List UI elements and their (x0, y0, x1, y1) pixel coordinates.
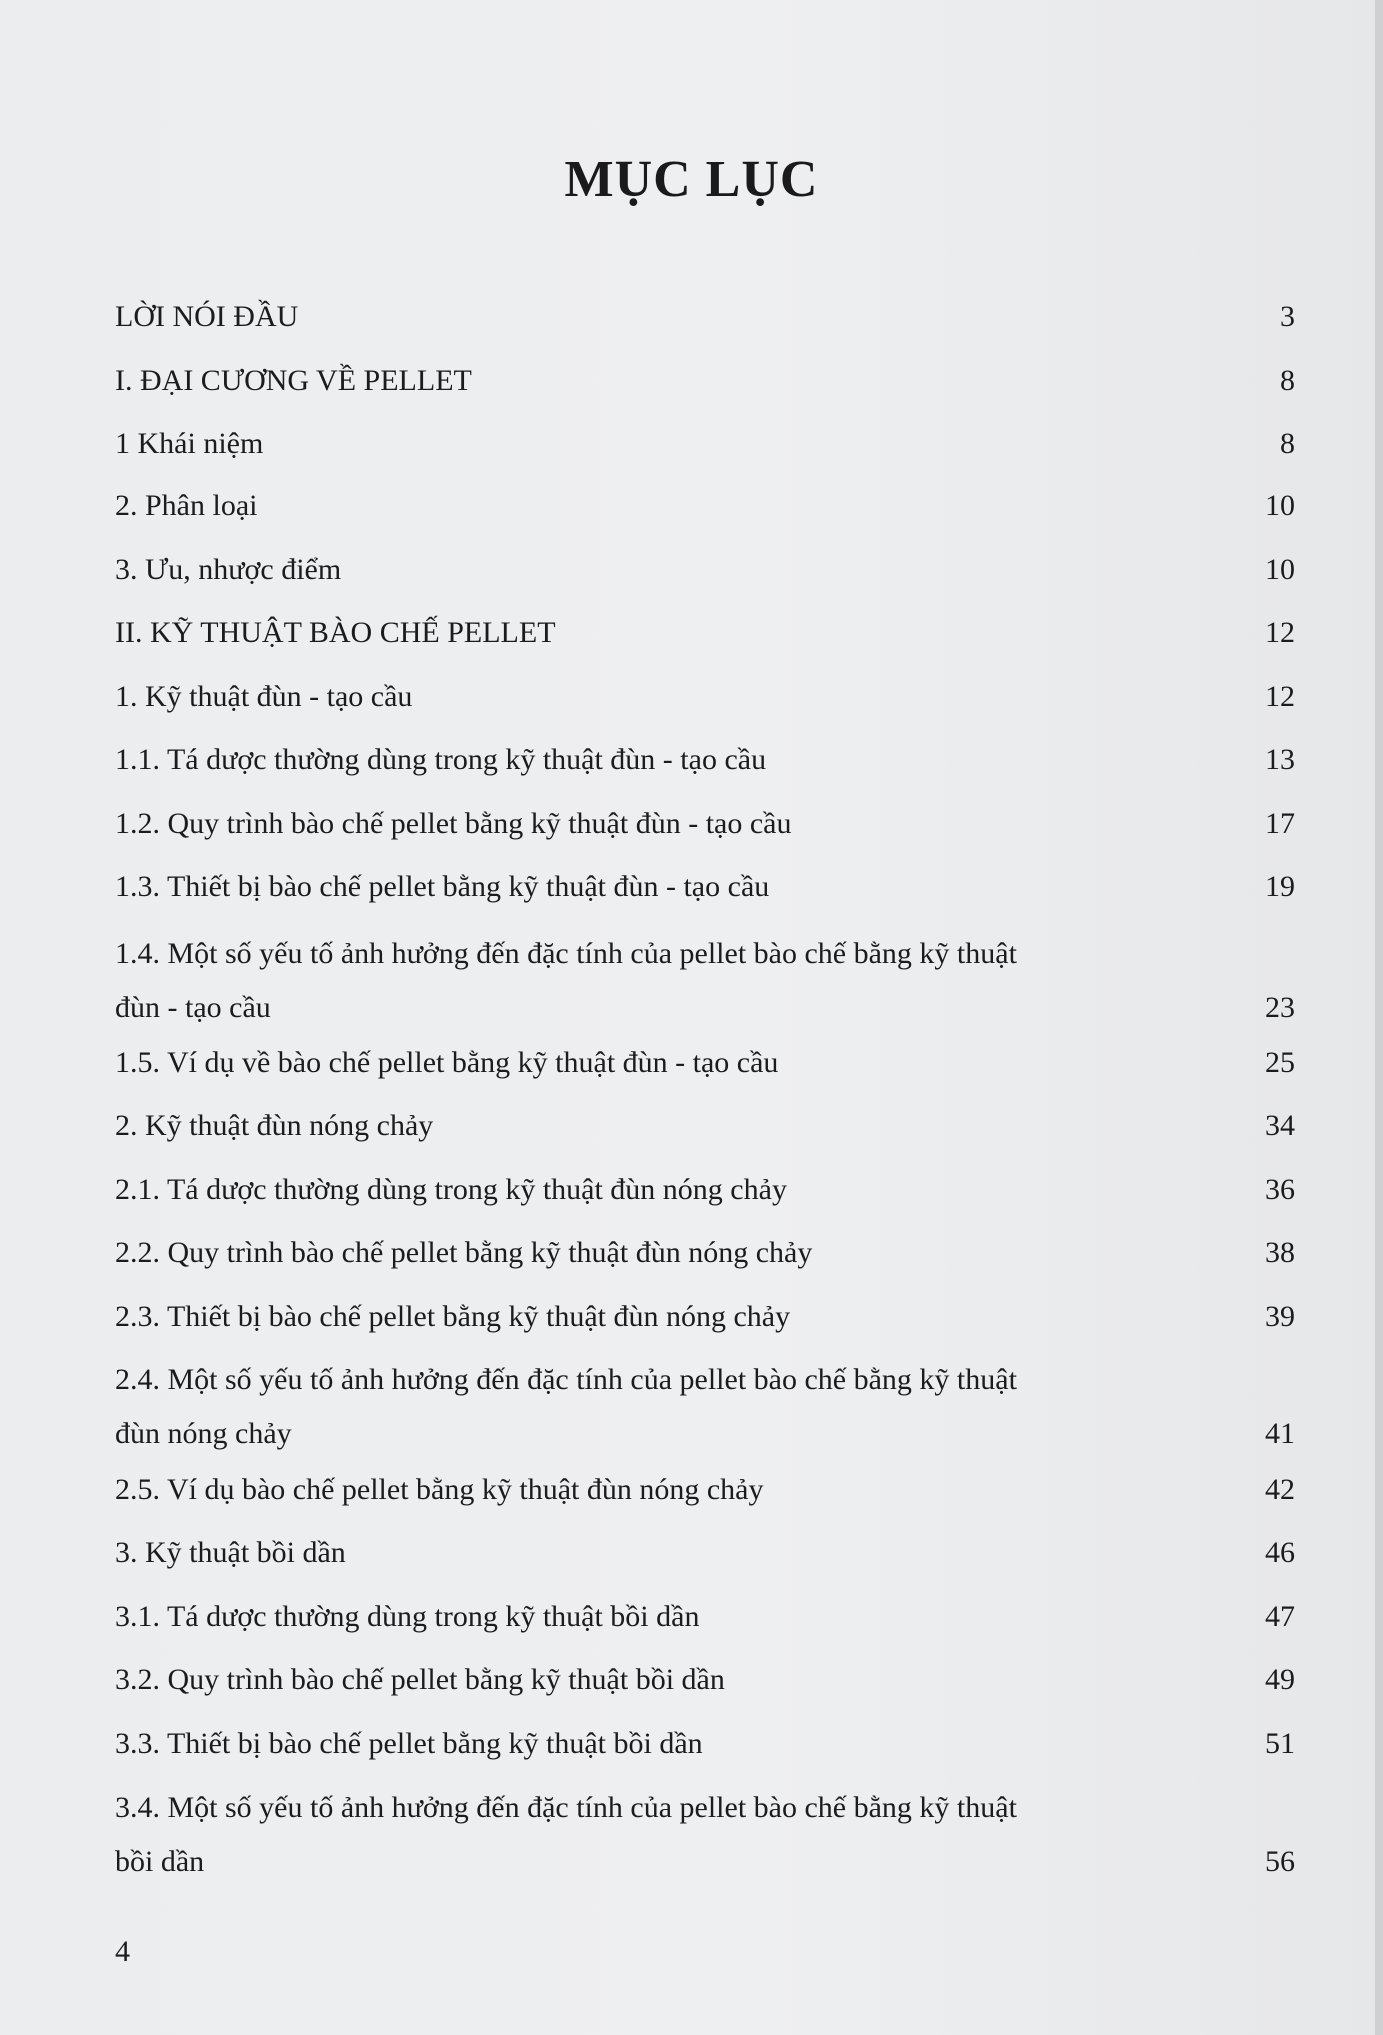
toc-entry-label-continued: bồi dần (115, 1845, 205, 1878)
toc-entry-page: 47 (1265, 1600, 1295, 1633)
toc-entry-label: 2. Phân loại (115, 489, 258, 522)
toc-entry-label: 2.1. Tá dược thường dùng trong kỹ thuật đùn nóng chảy (115, 1173, 787, 1206)
toc-entry-label: 3.1. Tá dược thường dùng trong kỹ thuật bồi dần (115, 1600, 700, 1633)
toc-entry-label: 3.2. Quy trình bào chế pellet bằng kỹ thuật bồi dần (115, 1663, 725, 1696)
toc-entry-page: 41 (1265, 1417, 1295, 1450)
toc-entry-page: 10 (1265, 489, 1295, 522)
toc-entry-label: 2.3. Thiết bị bào chế pellet bằng kỹ thuật đùn nóng chảy (115, 1300, 791, 1333)
toc-entry-label: 2. Kỹ thuật đùn nóng chảy (115, 1109, 434, 1142)
toc-entry-label: 1.5. Ví dụ về bào chế pellet bằng kỹ thuật đùn - tạo cầu (115, 1046, 779, 1079)
toc-entry-label: 1.2. Quy trình bào chế pellet bằng kỹ thuật đùn - tạo cầu (115, 807, 792, 840)
toc-entry-label: 3.3. Thiết bị bào chế pellet bằng kỹ thuật bồi dần (115, 1727, 703, 1760)
toc-entry-page: 12 (1265, 680, 1295, 713)
toc-entry-label: 3.4. Một số yếu tố ảnh hưởng đến đặc tính của pellet bào chế bằng kỹ thuật (115, 1791, 1017, 1824)
toc-entry-page: 8 (1280, 427, 1295, 460)
toc-entry-label: 1.4. Một số yếu tố ảnh hưởng đến đặc tính của pellet bào chế bằng kỹ thuật (115, 937, 1017, 970)
toc-entry-label: 3. Ưu, nhược điểm (115, 553, 342, 586)
toc-entry-page: 49 (1265, 1663, 1295, 1696)
toc-entry-page: 42 (1265, 1473, 1295, 1506)
toc-entry-page: 13 (1265, 743, 1295, 776)
toc-entry-page: 36 (1265, 1173, 1295, 1206)
page-title: MỤC LỤC (564, 151, 819, 208)
toc-entry-page: 56 (1265, 1845, 1295, 1878)
toc-entry-label: 2.5. Ví dụ bào chế pellet bằng kỹ thuật đùn nóng chảy (115, 1473, 764, 1506)
toc-entry-label: II. KỸ THUẬT BÀO CHẾ PELLET (115, 616, 556, 649)
toc-entry-page: 19 (1265, 870, 1295, 903)
toc-entry-page: 8 (1280, 364, 1295, 397)
toc-entry-page: 12 (1265, 616, 1295, 649)
page-number: 4 (115, 1935, 130, 1968)
toc-entry-page: 17 (1265, 807, 1295, 840)
toc-entry-label: 1.3. Thiết bị bào chế pellet bằng kỹ thuật đùn - tạo cầu (115, 870, 770, 903)
toc-entry-page: 3 (1280, 300, 1295, 333)
toc-entry-page: 38 (1265, 1236, 1295, 1269)
toc-entry-label: 2.2. Quy trình bào chế pellet bằng kỹ thuật đùn nóng chảy (115, 1236, 813, 1269)
toc-entry-label: 3. Kỹ thuật bồi dần (115, 1536, 346, 1569)
toc-entry-label: I. ĐẠI CƯƠNG VỀ PELLET (115, 364, 472, 397)
toc-entry-label: 2.4. Một số yếu tố ảnh hưởng đến đặc tính của pellet bào chế bằng kỹ thuật (115, 1363, 1017, 1396)
toc-entry-label: 1.1. Tá dược thường dùng trong kỹ thuật đùn - tạo cầu (115, 743, 767, 776)
toc-entry-page: 23 (1265, 991, 1295, 1024)
toc-entry-page: 25 (1265, 1046, 1295, 1079)
toc-entry-label: 1. Kỹ thuật đùn - tạo cầu (115, 680, 413, 713)
toc-entry-label-continued: đùn - tạo cầu (115, 991, 271, 1024)
toc-entry-page: 10 (1265, 553, 1295, 586)
toc-entry-page: 51 (1265, 1727, 1295, 1760)
toc-entry-label-continued: đùn nóng chảy (115, 1417, 292, 1450)
toc-entry-page: 39 (1265, 1300, 1295, 1333)
toc-entry-page: 34 (1265, 1109, 1295, 1142)
toc-entry-label: 1 Khái niệm (115, 427, 264, 460)
toc-entry-page: 46 (1265, 1536, 1295, 1569)
toc-entry-label: LỜI NÓI ĐẦU (115, 300, 299, 333)
